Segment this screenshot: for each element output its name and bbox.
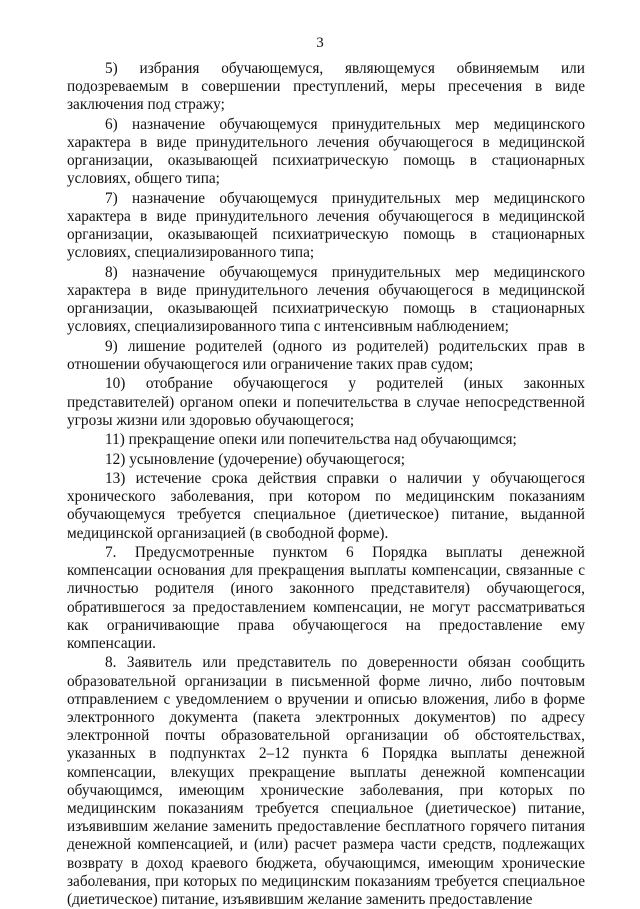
paragraph-item-6: 6) назначение обучающемуся принудительных мер медицинского характера в виде принудительного лечения обучающегося в медицинской организации, оказывающей психиатрическую помощь в стационарных условиях, общего типа; (67, 115, 585, 188)
paragraph-item-7: 7) назначение обучающемуся принудительных мер медицинского характера в виде принудительного лечения обучающегося в медицинской организации, оказывающей психиатрическую помощь в стационарных условиях, специализированного типа; (67, 189, 585, 262)
clause-7-paragraph: 7. Предусмотренные пунктом 6 Порядка выплаты денежной компенсации основания для прекращения выплаты компенсации, связанные с личностью родителя (иного законного представителя) обучающегося, обратившегося за предоставлением компенсации, не могут рассматриваться как ограничивающие права обучающегося на предоставление ему компенсации. (67, 543, 585, 652)
clause-8-paragraph: 8. Заявитель или представитель по доверенности обязан сообщить образовательной организации в письменной форме лично, либо почтовым отправлением с уведомлением о вручении и описью вложения, либо в форме электронного документа (пакета электронных документов) по адресу электронной почты образовательной организации об обстоятельствах, указанных в подпунктах 2–12 пункта 6 Порядка выплаты денежной компенсации, влекущих прекращение выплаты денежной компенсации обучающимся, имеющим хронические заболевания, при которых по медицинским показаниям требуется специальное (диетическое) питание, изъявившим желание заменить предоставление бесплатного горячего питания денежной компенсацией, и (или) расчет размера части средств, подлежащих возврату в доход краевого бюджета, обучающимся, имеющим хронические заболевания, при которых по медицинским показаниям требуется специальное (диетическое) питание, изъявившим желание заменить предоставление (67, 654, 585, 909)
paragraph-item-13: 13) истечение срока действия справки о наличии у обучающегося хронического заболевания, при котором по медицинским показаниям обучающемуся требуется специальное (диетическое) питание, выданной медицинской организацией (в свободной форме). (67, 469, 585, 542)
paragraph-item-8: 8) назначение обучающемуся принудительных мер медицинского характера в виде принудительного лечения обучающегося в медицинской организации, оказывающей психиатрическую помощь в стационарных условиях, специализированного типа с интенсивным наблюдением; (67, 263, 585, 336)
document-body (67, 60, 585, 909)
paragraph-item-5: 5) избрания обучающемуся, являющемуся обвиняемым или подозреваемым в совершении преступлений, меры пресечения в виде заключения под стражу; (67, 60, 585, 114)
page-number: 3 (316, 35, 324, 51)
paragraph-item-9: 9) лишение родителей (одного из родителей) родительских прав в отношении обучающегося или ограничение таких прав судом; (67, 337, 585, 373)
paragraph-item-10: 10) отобрание обучающегося у родителей (иных законных представителей) органом опеки и попечительства в случае непосредственной угрозы жизни или здоровью обучающегося; (67, 375, 585, 429)
paragraph-item-11: 11) прекращение опеки или попечительства над обучающимся; (105, 431, 517, 449)
paragraph-item-12: 12) усыновление (удочерение) обучающегося; (105, 450, 405, 468)
